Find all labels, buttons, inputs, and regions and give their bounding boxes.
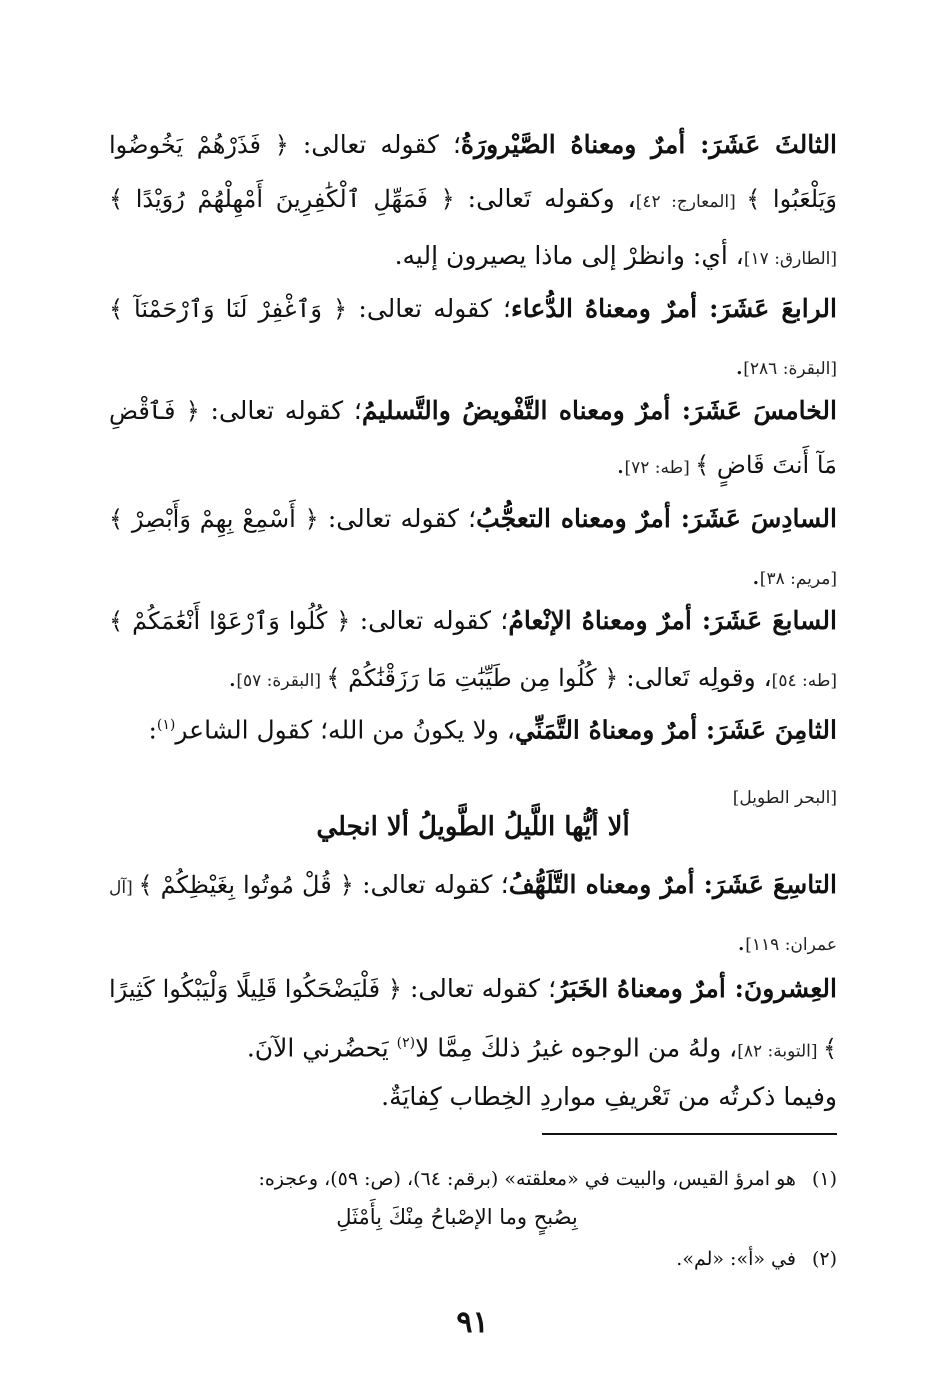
footnote-text: في «أ»: «لم». <box>676 1248 796 1270</box>
quran-quote: ﴿ كُلُوا وَٱرْعَوْا أَنْعَٰمَكُمْ ﴾ <box>109 607 351 635</box>
paragraph-tail: : <box>148 715 157 745</box>
paragraph-term: التاسِعَ عَشَرَ: أمرٌ ومعناه التَّلَهُّفُ <box>508 870 837 899</box>
paragraph-tail: . <box>228 663 237 692</box>
paragraph-14 <box>109 282 837 396</box>
paragraph-tail: . <box>751 561 760 590</box>
quran-quote: ﴿ فَذَرْهُمْ يَخُوضُوا وَيَلْعَبُوا ﴾ <box>109 131 838 213</box>
paragraph-term: العِشرونَ: أمرٌ ومعناهُ الخَبَرُ <box>556 974 837 1003</box>
paragraph-term: السابعَ عَشَرَ: أمرٌ ومعناهُ الإنْعامُ <box>508 606 837 635</box>
quran-quote: ﴿ فَلْيَضْحَكُوا قَلِيلًا وَلْيَبْكُوا كَثِيرًا ﴾ <box>109 975 837 1063</box>
paragraph-intro: ؛ كقوله تعالى: <box>199 396 362 425</box>
paragraph-term: الثالثَ عَشَرَ: أمرٌ ومعناهُ الصَّيْرورَةُ <box>460 130 838 159</box>
paragraph-tail: ، أي: وانظرْ إلى ماذا يصيرون إليه. <box>394 241 744 270</box>
quran-reference: [البقرة: ٢٨٦] <box>743 359 837 379</box>
paragraph-term: السادِسَ عَشَرَ: أمرٌ ومعناه التعجُّبُ <box>476 504 837 533</box>
footnote-verse: بِصُبحٍ وما الإصْباحُ مِنْكَ بِأَمْثَلِ <box>336 1205 578 1229</box>
quran-reference: [مريم: ٣٨] <box>759 569 837 589</box>
footnote-2 <box>109 1242 837 1276</box>
paragraph-intro: ؛ كقوله تعالى: <box>318 504 477 533</box>
paragraph-18 <box>109 698 837 757</box>
quran-reference: [طه: ٥٤] <box>771 671 837 691</box>
quran-quote: ﴿ فَٱقْضِ مَآ أَنتَ قَاضٍ ﴾ <box>109 397 837 479</box>
paragraph-intro: ؛ كقوله تعالى: <box>350 606 509 635</box>
poetic-meter: [البحر الطويل] <box>732 788 837 808</box>
paragraph-middle: ، وكقوله تَعالى: <box>454 184 636 213</box>
quran-quote: ﴿ وَٱغْفِرْ لَنَا وَٱرْحَمْنَآ ﴾ <box>109 295 348 323</box>
footnote-1 <box>109 1162 837 1196</box>
paragraph-15 <box>109 384 837 495</box>
paragraph-middle: ، ولهُ من الوجوه غيرُ ذلكَ مِمَّا لا <box>415 1033 738 1063</box>
quran-quote: ﴿ فَمَهِّلِ ٱلْكَٰفِرِينَ أَمْهِلْهُمْ رُوَيْدًا ﴾ <box>109 185 455 213</box>
quran-reference: [المعارج: ٤٢] <box>635 192 747 212</box>
paragraph-middle: ، وقولِه تَعالى: <box>618 663 772 692</box>
closing-sentence: وفيما ذكرتُه من تَعْريفِ مواردِ الخِطاب كِفايَةٌ. <box>381 1082 837 1111</box>
page-number: ٩١ <box>456 1305 489 1340</box>
footnote-marker[interactable]: (٢) <box>396 1035 416 1051</box>
quran-reference: [الطارق: ١٧] <box>743 249 837 269</box>
footnote-number: (١) <box>811 1168 837 1190</box>
quran-quote: ﴿ كُلُوا مِن طَيِّبَٰتِ مَا رَزَقْنَٰكُمْ ﴾ <box>326 664 619 692</box>
poetry-verse: ألا أيُّها اللَّيلُ الطَّويلُ ألا انجلي <box>316 812 630 842</box>
quran-quote: ﴿ قُلْ مُوتُوا بِغَيْظِكُمْ ﴾ <box>138 871 354 899</box>
paragraph-20 <box>109 962 837 1078</box>
quran-quote: ﴿ أَسْمِعْ بِهِمْ وَأَبْصِرْ ﴾ <box>109 505 319 533</box>
footnote-number: (٢) <box>811 1248 837 1270</box>
paragraph-term: الخامسَ عَشَرَ: أمرٌ ومعناه التَّفْويضُ والتَّسليمُ <box>361 396 837 425</box>
footnote-text: هو امرؤ القيس، والبيت في «معلقته» (برقم: ٦٤)، (ص: ٥٩)، وعجزه: <box>258 1168 796 1190</box>
paragraph-intro: ؛ كقوله تعالى: <box>288 130 461 159</box>
paragraph-term: الثامِنَ عَشَرَ: أمرٌ ومعناهُ التَّمَنِّي <box>514 715 837 745</box>
footnote-marker[interactable]: (١) <box>156 717 176 733</box>
paragraph-13 <box>109 118 837 286</box>
paragraph-tail: . <box>737 927 746 956</box>
paragraph-intro: ، ولا يكونُ من الله؛ كقول الشاعر <box>175 715 515 745</box>
quran-reference: [آل عمران: ١١٩] <box>109 878 837 955</box>
paragraph-16 <box>109 492 837 606</box>
paragraph-tail: . <box>616 450 625 479</box>
quran-reference: [البقرة: ٥٧] <box>236 671 327 691</box>
paragraph-tail: يَحضُرني الآنَ. <box>246 1033 397 1063</box>
quran-reference: [التوبة: ٨٢] <box>737 1041 823 1062</box>
paragraph-intro: ؛ كقوله تعالى: <box>347 294 511 323</box>
paragraph-17 <box>109 594 837 708</box>
paragraph-term: الرابعَ عَشَرَ: أمرٌ ومعناهُ الدُّعاء <box>511 294 837 323</box>
quran-reference: [طه: ٧٢] <box>624 458 696 478</box>
paragraph-intro: ؛ كقوله تعالى: <box>401 974 557 1003</box>
footnote-separator <box>542 1133 837 1135</box>
paragraph-intro: ؛ كقوله تعالى: <box>353 870 509 899</box>
paragraph-19 <box>109 858 837 972</box>
paragraph-tail: . <box>735 351 744 380</box>
